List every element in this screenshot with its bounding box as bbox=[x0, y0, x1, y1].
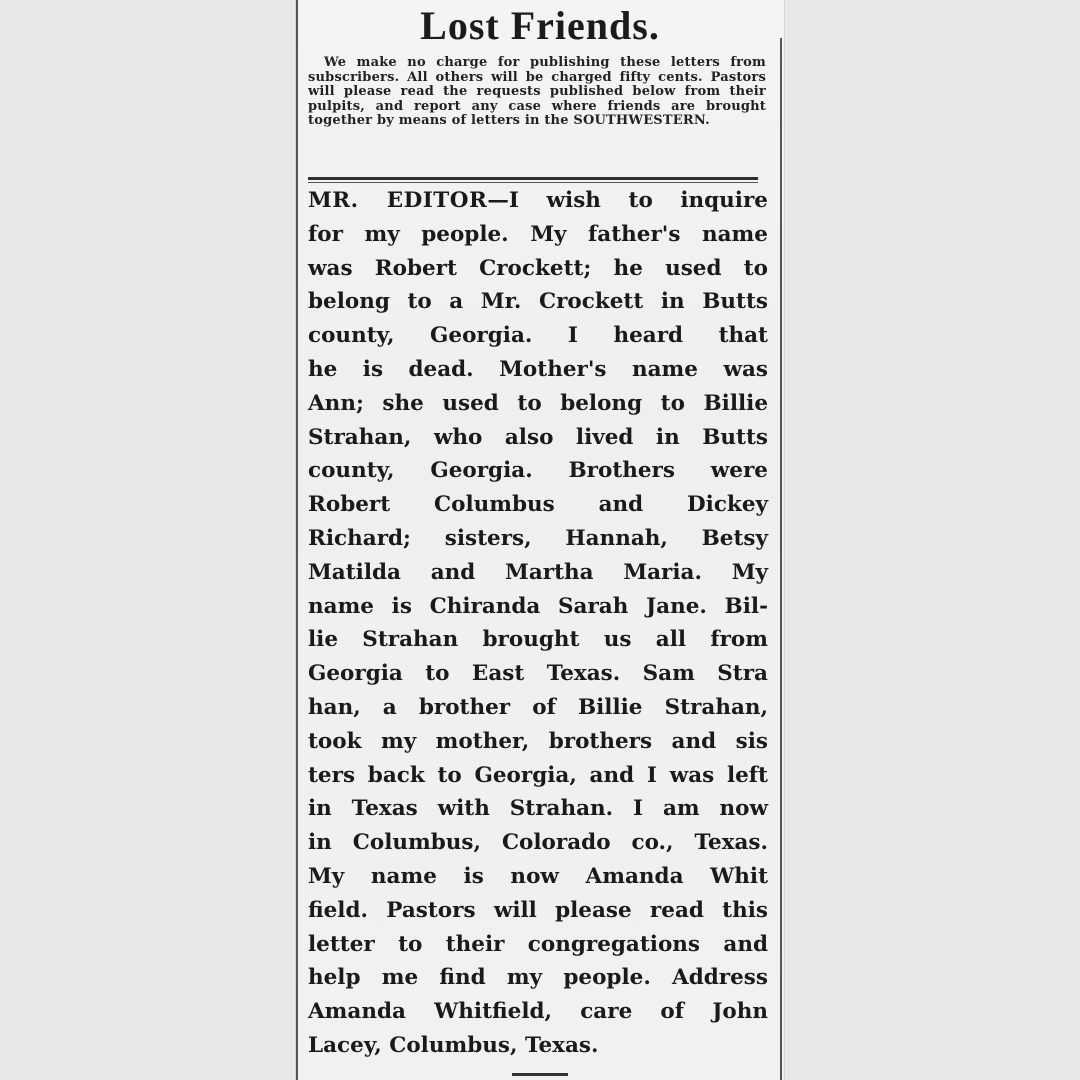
letter-line: Richard; sisters, Hannah, Betsy bbox=[308, 525, 768, 551]
letter-line: in Columbus, Colorado co., Texas. bbox=[308, 830, 768, 856]
letter-line: field. Pastors will please read this bbox=[308, 897, 768, 923]
letter-line: for my people. My father's name bbox=[308, 221, 768, 247]
letter-line: belong to a Mr. Crockett in Butts bbox=[308, 289, 768, 315]
letter-line: Lacey, Columbus, Texas. bbox=[308, 1032, 599, 1058]
letter-line: lie Strahan brought us all from bbox=[308, 627, 768, 653]
letter-line: Matilda and Martha Maria. My bbox=[308, 559, 768, 585]
letter-line-1 bbox=[308, 184, 768, 218]
letter-line: name is Chiranda Sarah Jane. Bil- bbox=[308, 593, 768, 619]
letter-line: he is dead. Mother's name was bbox=[308, 356, 768, 382]
letter-line: Amanda Whitfield, care of John bbox=[308, 999, 768, 1025]
letter-salutation: MR. EDITOR bbox=[308, 188, 488, 213]
letter-line: in Texas with Strahan. I am now bbox=[308, 796, 768, 822]
letter-line: county, Georgia. Brothers were bbox=[308, 458, 768, 484]
section-divider bbox=[308, 177, 758, 180]
column-heading: Lost Friends. bbox=[420, 3, 660, 48]
letter-line: han, a brother of Billie Strahan, bbox=[308, 694, 768, 720]
letter-line: Ann; she used to belong to Billie bbox=[308, 390, 768, 416]
letter-line: county, Georgia. I heard that bbox=[308, 323, 768, 349]
newspaper-clipping bbox=[296, 0, 784, 1080]
letter-line: help me find my people. Address bbox=[308, 965, 768, 991]
letter-line: Georgia to East Texas. Sam Stra bbox=[308, 661, 768, 687]
letter-body bbox=[308, 184, 768, 1063]
publishing-notice: We make no charge for publishing these letters from subscribers. All others will be charged fifty cents. Pastors will please read the requests published below from their pulpits, and report any case where friends are brought together by means of letters in the SOUTHWESTERN. bbox=[308, 55, 766, 128]
letter-line: My name is now Amanda Whit bbox=[308, 863, 768, 889]
letter-line: took my mother, brothers and sis bbox=[308, 728, 768, 754]
letter-line-1-text: —I wish to inquire bbox=[487, 188, 768, 213]
column-rule-right bbox=[780, 38, 782, 1080]
letter-line: letter to their congregations and bbox=[308, 931, 768, 957]
column-rule-left bbox=[296, 0, 298, 1080]
letter-line: Strahan, who also lived in Butts bbox=[308, 424, 768, 450]
letter-line: ters back to Georgia, and I was left bbox=[308, 762, 768, 788]
letter-line: Robert Columbus and Dickey bbox=[308, 492, 768, 518]
letter-line: was Robert Crockett; he used to bbox=[308, 255, 768, 281]
section-divider-thin bbox=[308, 182, 758, 183]
end-rule bbox=[512, 1073, 568, 1076]
